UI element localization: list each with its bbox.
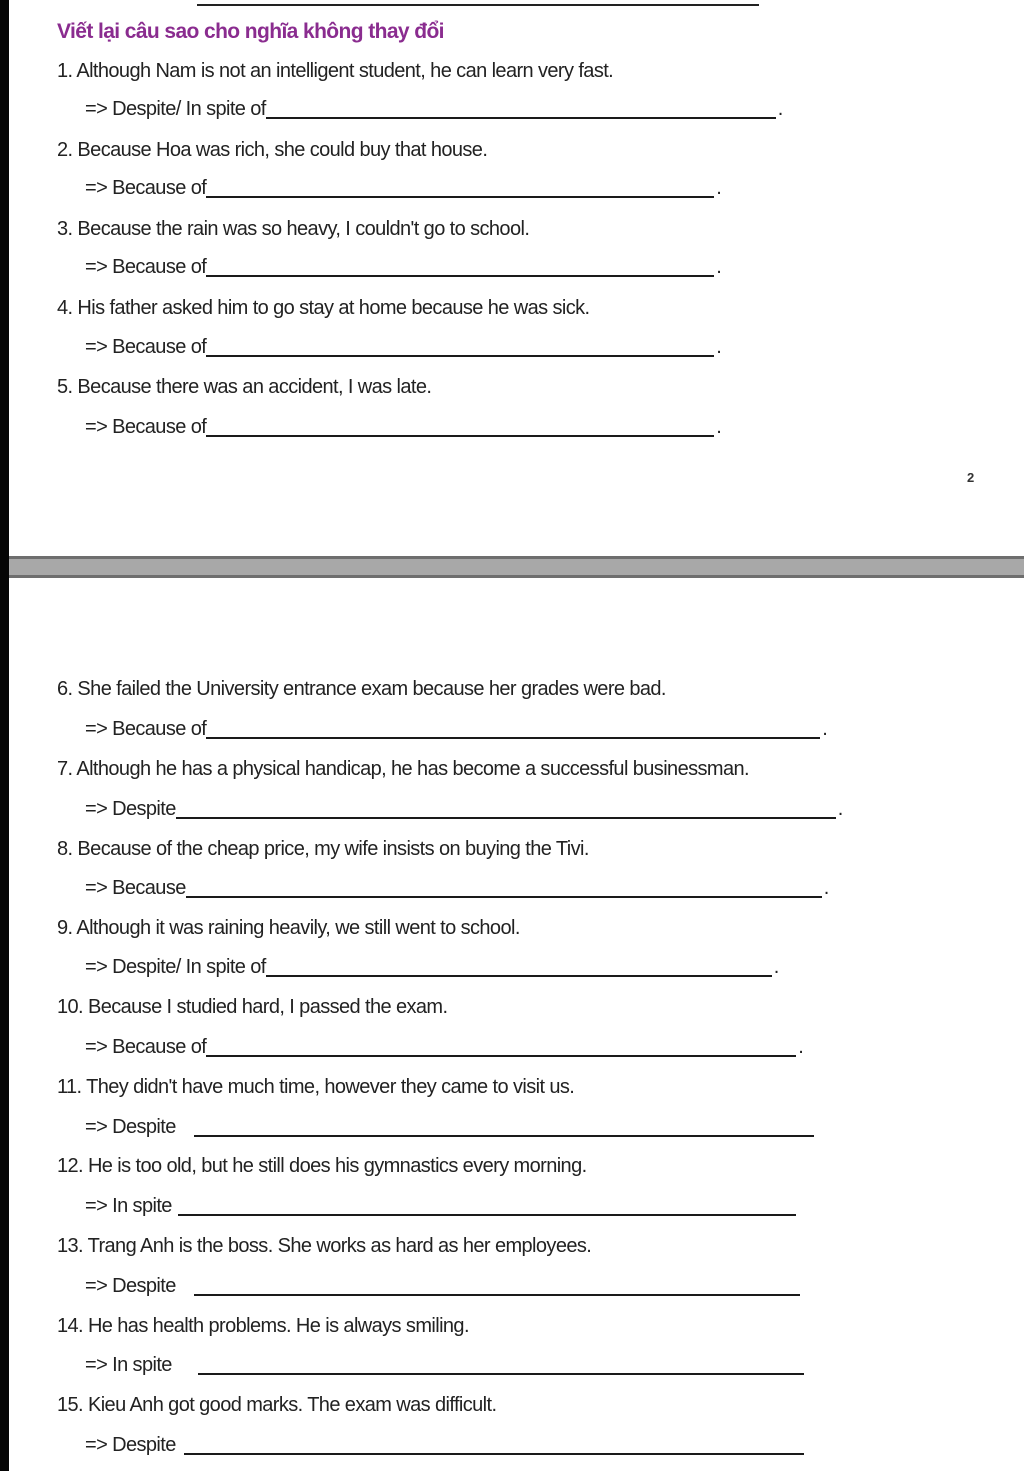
question-1: 1. Although Nam is not an intelligent student, he can learn very fast. (57, 60, 614, 82)
answer-prompt: => Despite/ In spite of (85, 98, 266, 120)
answer-blank[interactable] (184, 1435, 804, 1455)
question-8: 8. Because of the cheap price, my wife insists on buying the Tivi. (57, 838, 589, 860)
answer-prompt: => Despite (85, 1275, 176, 1297)
answer-15 (85, 1434, 806, 1457)
answer-13 (85, 1275, 802, 1298)
answer-blank[interactable] (198, 1355, 804, 1375)
answer-blank[interactable] (186, 878, 822, 898)
answer-12 (85, 1195, 798, 1218)
question-13: 13. Trang Anh is the boss. She works as hard as her employees. (57, 1235, 592, 1257)
page-break (9, 556, 1024, 578)
answer-blank[interactable] (206, 178, 714, 198)
answer-blank[interactable] (194, 1276, 800, 1296)
page-number: 2 (967, 470, 975, 485)
answer-8: => Because . (85, 877, 829, 899)
answer-prompt: => In spite (85, 1195, 172, 1217)
answer-blank[interactable] (194, 1117, 814, 1137)
answer-9: => Despite/ In spite of . (85, 956, 779, 978)
answer-2: => Because of . (85, 177, 722, 199)
answer-prompt: => Despite (85, 1116, 176, 1138)
answer-prompt: => Because of (85, 256, 207, 278)
answer-prompt: => In spite (85, 1354, 172, 1376)
question-7: 7. Although he has a physical handicap, he has become a successful businessman. (57, 758, 749, 780)
answer-11 (85, 1116, 816, 1139)
answer-prompt: => Despite/ In spite of (85, 956, 266, 978)
answer-prompt: => Despite (85, 798, 176, 820)
question-4: 4. His father asked him to go stay at home because he was sick. (57, 297, 590, 319)
question-9: 9. Although it was raining heavily, we still went to school. (57, 917, 520, 939)
document-page-2 (9, 578, 1024, 1471)
answer-blank[interactable] (206, 337, 714, 357)
answer-10: => Because of . (85, 1036, 804, 1058)
question-14: 14. He has health problems. He is always smiling. (57, 1315, 469, 1337)
answer-prompt: => Because of (85, 177, 207, 199)
answer-5: => Because of . (85, 416, 722, 438)
answer-prompt: => Because of (85, 416, 207, 438)
question-3: 3. Because the rain was so heavy, I couldn't go to school. (57, 218, 530, 240)
answer-blank[interactable] (266, 957, 772, 977)
exercise-title: Viết lại câu sao cho nghĩa không thay đổi (57, 20, 444, 43)
answer-1: => Despite/ In spite of . (85, 98, 783, 120)
question-6: 6. She failed the University entrance exam because her grades were bad. (57, 678, 666, 700)
question-12: 12. He is too old, but he still does his gymnastics every morning. (57, 1155, 587, 1177)
answer-blank[interactable] (206, 257, 714, 277)
document-page-1 (9, 0, 1024, 556)
answer-blank[interactable] (176, 799, 836, 819)
answer-prompt: => Despite (85, 1434, 176, 1456)
answer-blank[interactable] (178, 1196, 796, 1216)
answer-blank[interactable] (206, 1037, 796, 1057)
left-border (0, 0, 9, 1471)
answer-blank[interactable] (206, 417, 714, 437)
question-10: 10. Because I studied hard, I passed the exam. (57, 996, 448, 1018)
question-15: 15. Kieu Anh got good marks. The exam was difficult. (57, 1394, 497, 1416)
answer-prompt: => Because of (85, 718, 207, 740)
answer-prompt: => Because of (85, 1036, 207, 1058)
question-5: 5. Because there was an accident, I was late. (57, 376, 432, 398)
answer-3: => Because of . (85, 256, 722, 278)
question-2: 2. Because Hoa was rich, she could buy that house. (57, 139, 488, 161)
answer-prompt: => Because of (85, 336, 207, 358)
previous-answer-line (197, 0, 759, 6)
answer-7: => Despite . (85, 798, 843, 820)
answer-blank[interactable] (206, 719, 820, 739)
question-11: 11. They didn't have much time, however they came to visit us. (57, 1076, 575, 1098)
answer-14 (85, 1354, 806, 1377)
answer-blank[interactable] (266, 99, 776, 119)
answer-6: => Because of . (85, 718, 828, 740)
answer-prompt: => Because (85, 877, 186, 899)
answer-4: => Because of . (85, 336, 722, 358)
